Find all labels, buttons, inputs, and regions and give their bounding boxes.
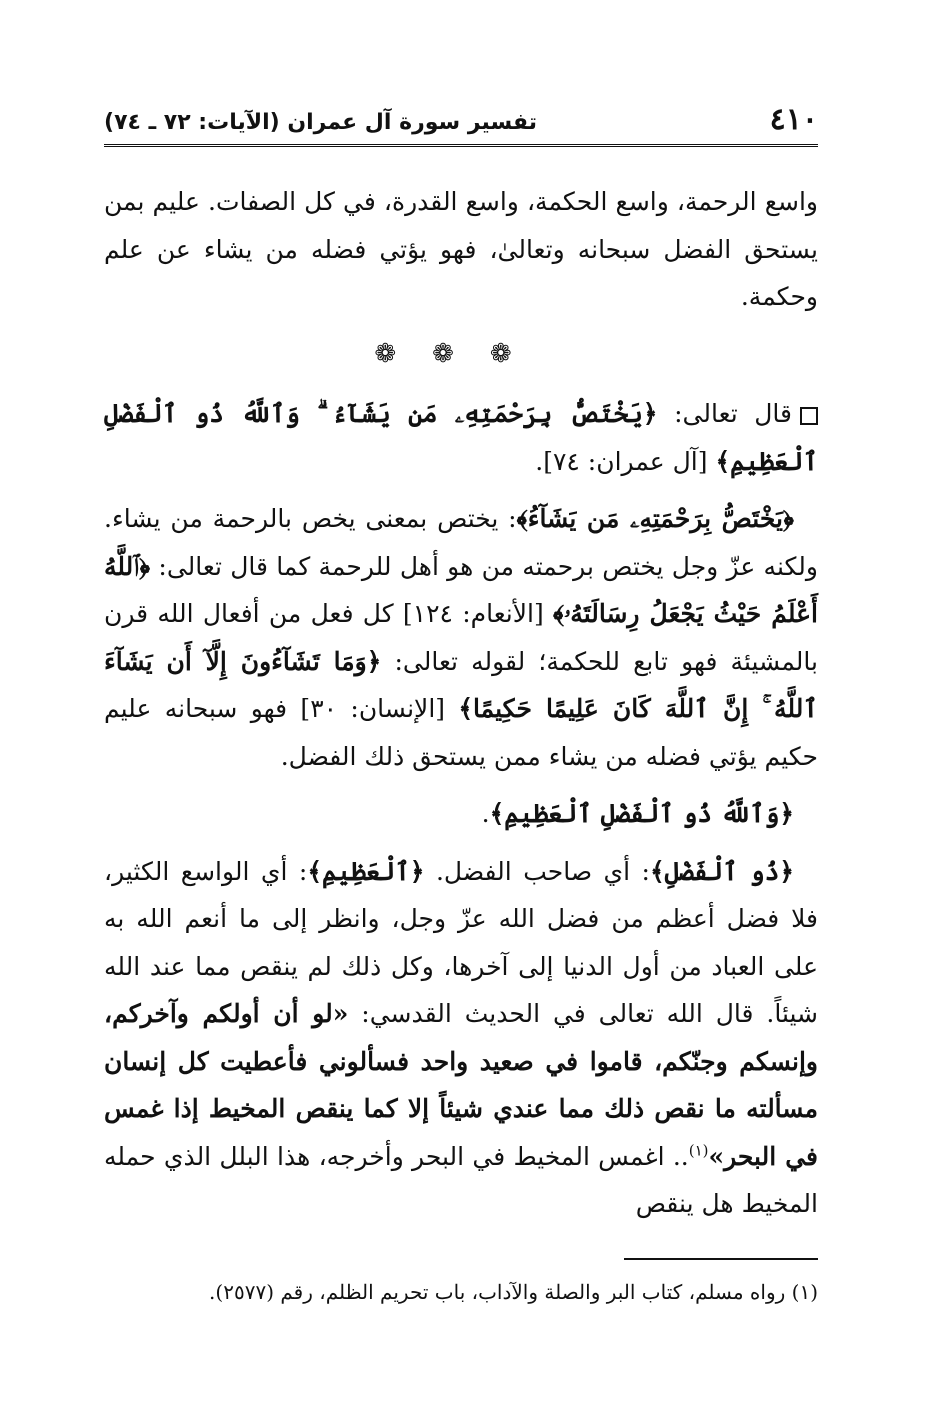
quran-verse: ﴿وَمَا تَشَآءُونَ إِلَّآ أَن يَشَآءَ ٱللَّهُ ۚ إِنَّ ٱللَّهَ كَانَ عَلِيمًا حَكِيمًا﴾ [104,646,818,723]
paragraph-1: واسع الرحمة، واسع الحكمة، واسع القدرة، في كل الصفات. عليم بمن يستحق الفضل سبحانه وتعالىٰ، فهو يؤتي فضله من يشاء عن علم وحكمة. [104,187,818,311]
commentary-text: : يختص بمعنى يخص بالرحمة من يشاء. ولكنه عزّ وجل يختص برحمته من هو أهل للرحمة كما قال تعالى: [104,504,818,581]
commentary-text: [الأنعام: ١٢٤] كل فعل من أفعال الله قرن بالمشيئة فهو تابع للحكمة؛ لقوله تعالى: [104,599,818,676]
footnote: (١) رواه مسلم، كتاب البر والصلة والآداب، باب تحريم الظلم، رقم (٢٥٧٧). [209,1280,818,1304]
commentary-text: .. اغمس المخيط في البحر وأخرجه، هذا البلل الذي حمله المخيط هل ينقص [104,1141,818,1218]
commentary-text: : أي الواسع الكثير، فلا فضل أعظم من فضل الله عزّ وجل، وانظر إلى ما أنعم الله به على العباد من أول الدنيا إلى آخرها، وكل ذلك لم ينقص مما عند الله شيئاً. قال الله تعالى في الحديث القدسي: [104,856,819,1028]
verse-reference: [آل عمران: ٧٤]. [535,446,716,476]
commentary-text: : أي صاحب الفضل. [424,856,650,886]
quran-verse: ﴿يَخْتَصُّ بِرَحْمَتِهِۦ مَن يَشَآءُ﴾ [516,504,794,533]
quran-verse: ﴿ذُو ٱلْفَضْلِ﴾ [649,856,794,886]
quran-verse: ﴿ٱللَّهُ أَعْلَمُ حَيْثُ يَجْعَلُ رِسَالَتَهُۥ﴾ [104,551,818,628]
quran-verse: ﴿يَخْتَصُّ بِرَحْمَتِهِۦ مَن يَشَآءُ ۗ وَٱللَّهُ ذُو ٱلْفَضْلِ ٱلْعَظِيمِ﴾ [104,399,818,476]
page-header [104,100,818,147]
section-divider-stars: ❁❁❁ [374,338,548,369]
paragraph-verse-heading [104,390,818,485]
quran-verse: ﴿وَٱللَّهُ ذُو ٱلْفَضْلِ ٱلْعَظِيمِ﴾ [489,799,794,828]
paragraph-5 [104,848,818,1228]
paragraph-4 [104,790,818,838]
quran-verse: ﴿ٱلْعَظِيمِ﴾ [307,856,425,886]
punctuation: . [481,799,490,828]
commentary-text: [الإنسان: ٣٠] فهو سبحانه عليم حكيم يؤتي فضله من يشاء ممن يستحق ذلك الفضل. [104,694,818,771]
footnote-divider [624,1258,818,1260]
running-title: تفسير سورة آل عمران (الآيات: ٧٢ ـ ٧٤) [104,110,537,135]
hadith-quote: «لو أن أولكم وآخركم، وإنسكم وجنّكم، قاموا في صعيد واحد فسألوني فأعطيت كل إنسان مسألته ما نقص ذلك مما عندي شيئاً إلا كما ينقص المخيط إذا غمس في البحر» [104,999,818,1171]
paragraph-3 [104,495,818,780]
page-number: ٤١٠ [769,102,818,137]
footnote-marker: (١) [688,1141,709,1160]
intro-text: قال تعالى: [657,399,793,428]
body-text [104,178,818,1238]
square-bullet-icon [800,407,818,425]
